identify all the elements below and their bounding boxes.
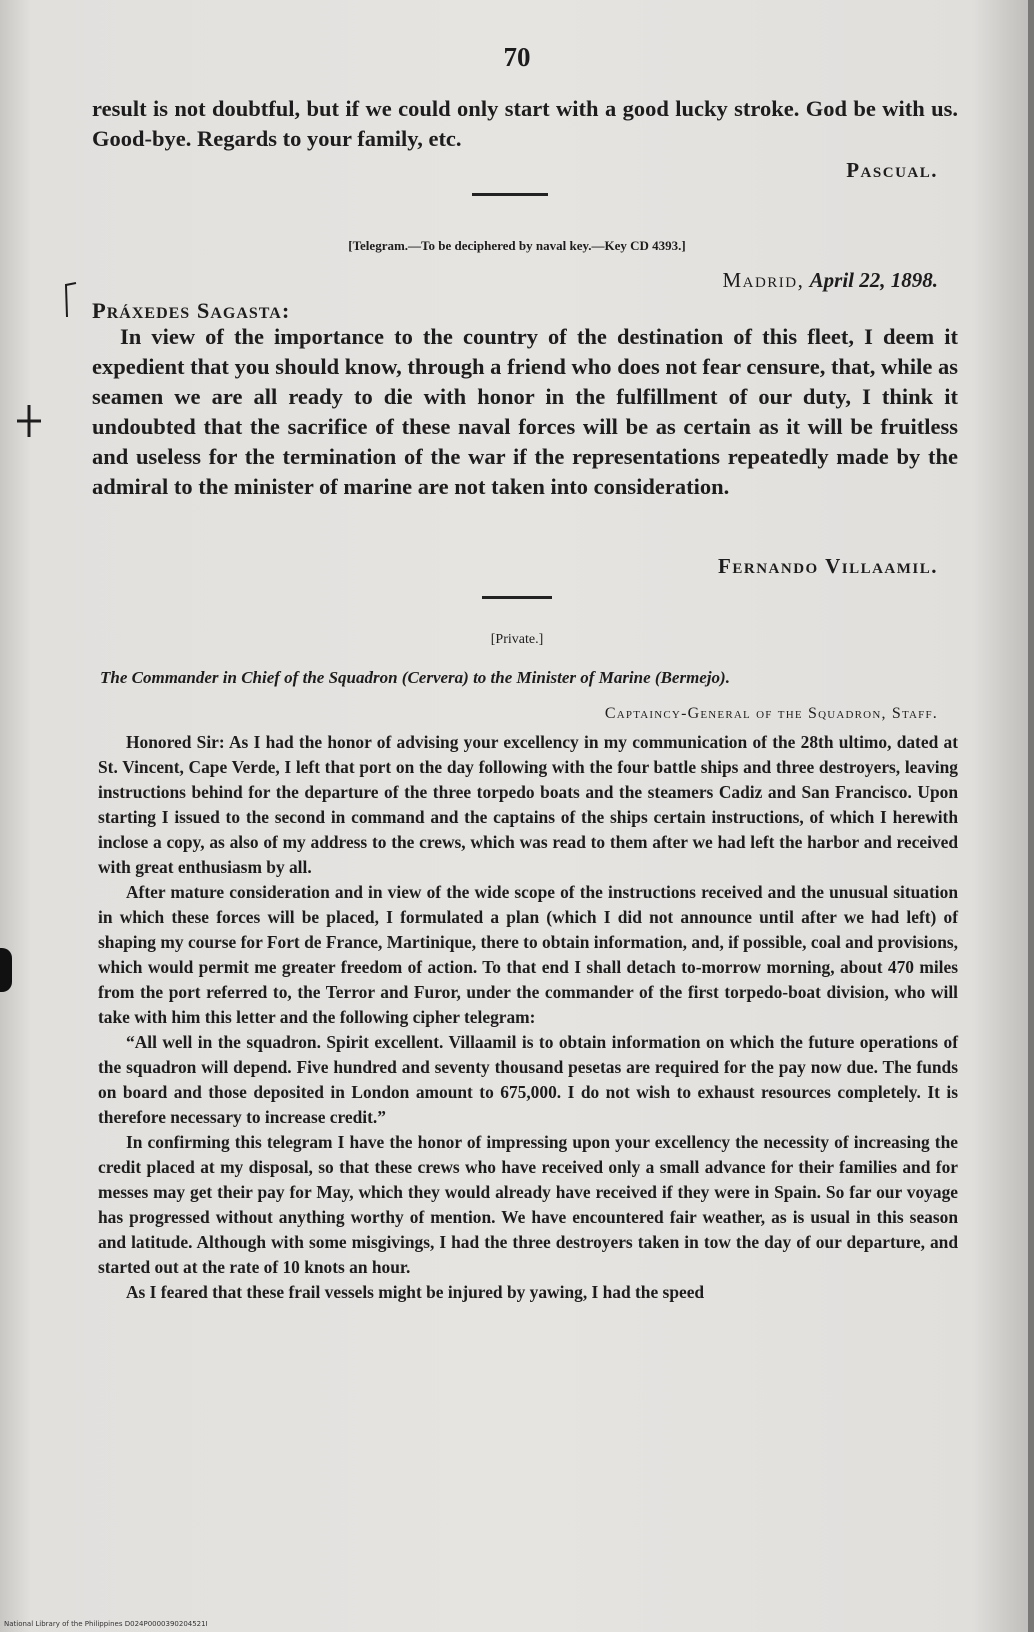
letter-body: [98, 730, 958, 1305]
telegram-body: In view of the importance to the country of the destination of this fleet, I deem it expedient that you should know, through a friend who does not fear censure, that, while as seamen we are all ready to die with honor in the fulfillment of our duty, I think it undoubted that the sacrifice of these naval forces will be as certain as it will be fruitless and useless for the termination of the war if the representations repeatedly made by the admiral to the minister of marine are not taken into consideration.: [92, 324, 958, 499]
letter-paragraph-1: Honored Sir: As I had the honor of advising your excellency in my communication of the 28th ultimo, dated at St. Vincent, Cape Verde, I left that port on the day following with the four battle ships and three destroyers, leaving instructions behind for the departure of the three torpedo boats and the steamers Cadiz and San Francisco. Upon starting I issued to the second in command and the captains of the ships certain instructions, of which I herewith inclose a copy, as also of my address to the crews, which was read to them after we had left the harbor and received with great enthusiasm by all.: [98, 732, 958, 877]
telegram-addressee: Práxedes Sagasta:: [92, 298, 291, 323]
private-note: [Private.]: [490, 632, 544, 647]
opening-paragraph: result is not doubtful, but if we could only start with a good lucky stroke. God be with us. Good-bye. Regards to your family, etc.: [92, 96, 958, 151]
letter-paragraph-2: After mature consideration and in view of the wide scope of the instructions received and the unusual situation in which these forces will be placed, I formulated a plan (which I did not announce until after we had left) of shaping my course for Fort de France, Martinique, there to obtain information, and, if possible, coal and provisions, which would permit me greater freedom of action. To that end I shall detach to-morrow morning, about 470 miles from the port referred to, the Terror and Furor, under the commander of the first torpedo-boat division, who will take with him this letter and the following cipher telegram:: [98, 882, 958, 1027]
signature-pascual: Pascual.: [846, 158, 938, 182]
cross-mark-icon: [14, 403, 44, 439]
signature-villaamil: Fernando Villaamil.: [718, 554, 938, 578]
dateline-place: Madrid,: [722, 268, 805, 292]
letter-office: Captaincy-General of the Squadron, Staff.: [604, 705, 938, 722]
binding-blot: [0, 948, 12, 992]
telegram-dateline: [722, 268, 938, 293]
dateline-date: April 22, 1898.: [809, 268, 938, 292]
library-footer: National Library of the Philippines D024P0000390204521I: [4, 1620, 208, 1628]
letter-paragraph-5: As I feared that these frail vessels might be injured by yawing, I had the speed: [126, 1282, 705, 1302]
letter-paragraph-3: “All well in the squadron. Spirit excellent. Villaamil is to obtain information on which the future operations of the squadron will depend. Five hundred and seventy thousand pesetas are required for the pay now due. The funds on board and those deposited in London amount to 675,000. I do not wish to exhaust resources completely. It is therefore necessary to increase credit.”: [98, 1032, 958, 1127]
page-number: 70: [503, 42, 531, 72]
bracket-mark-icon: [60, 280, 82, 320]
letter-heading: The Commander in Chief of the Squadron (Cervera) to the Minister of Marine (Bermejo).: [100, 668, 730, 687]
section-divider: [472, 193, 548, 196]
telegram-note: [Telegram.—To be deciphered by naval key.—Key CD 4393.]: [348, 238, 686, 253]
letter-paragraph-4: In confirming this telegram I have the honor of impressing upon your excellency the necessity of increasing the credit placed at my disposal, so that these crews who have received only a small advance for their families and for messes may get their pay for May, which they would already have received if they were in Spain. So far our voyage has progressed without anything worthy of mention. We have encountered fair weather, as is usual in this season and latitude. Although with some misgivings, I had the three destroyers taken in tow the day of our departure, and started out at the rate of 10 knots an hour.: [98, 1132, 958, 1277]
section-divider-2: [482, 596, 552, 599]
